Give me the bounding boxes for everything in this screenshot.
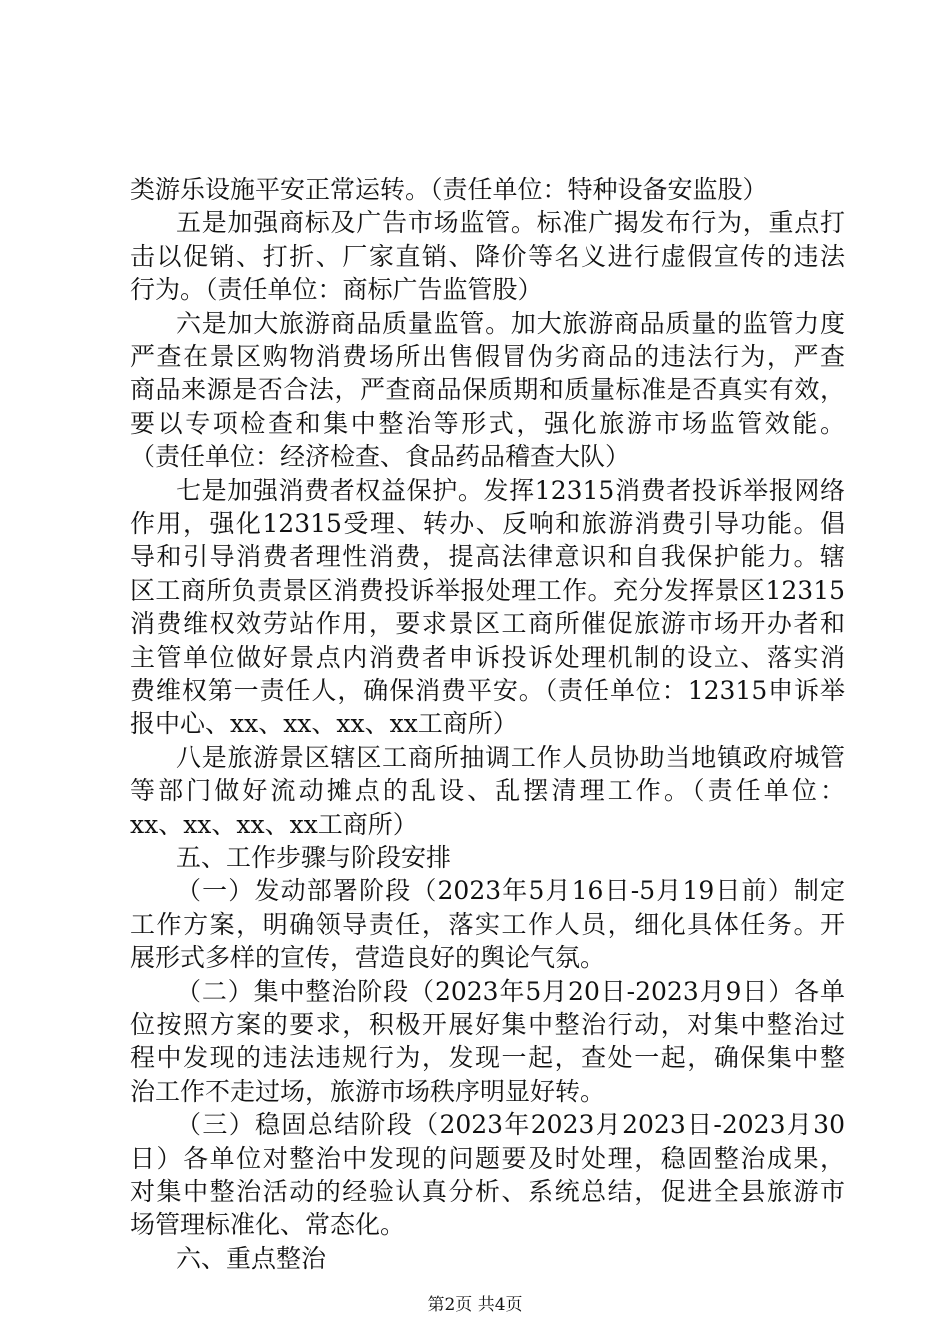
text-line: 日）各单位对整治中发现的问题要及时处理，稳固整治成果， [130,1143,845,1173]
text-line: 费维权第一责任人，确保消费平安。（责任单位：12315申诉举 [130,676,845,705]
text-line: 作用，强化12315受理、转办、反响和旅游消费引导功能。倡 [130,509,845,538]
text-line: 八是旅游景区辖区工商所抽调工作人员协助当地镇政府城管 [176,742,845,772]
text-line: （一）发动部署阶段（2023年5月16日-5月19日前）制定 [176,876,845,906]
text-line: 区工商所负责景区消费投诉举报处理工作。充分发挥景区12315 [130,575,845,605]
text-line: 展形式多样的宣传，营造良好的舆论气氛。 [130,943,606,973]
text-line: 程中发现的违法违规行为，发现一起，查处一起，确保集中整 [130,1043,845,1073]
text-line: 六、重点整治 [176,1243,327,1273]
text-line: 场管理标准化、常态化。 [130,1210,406,1240]
text-line: 商品来源是否合法，严查商品保质期和质量标准是否真实有效， [130,375,845,405]
text-line: 主管单位做好景点内消费者申诉投诉处理机制的设立、落实消 [130,642,845,672]
text-line: （三）稳固总结阶段（2023年2023月2023日-2023月30 [176,1110,845,1140]
text-line: 要以专项检查和集中整治等形式，强化旅游市场监管效能。 [130,408,845,438]
text-line: 位按照方案的要求，积极开展好集中整治行动，对集中整治过 [130,1010,845,1039]
text-line: （二）集中整治阶段（2023年5月20日-2023月9日）各单 [176,976,845,1006]
text-line: 治工作不走过场，旅游市场秩序明显好转。 [130,1076,606,1106]
text-line: 击以促销、打折、厂家直销、降价等名义进行虚假宣传的违法 [130,241,845,271]
text-line: 行为。（责任单位：商标广告监管股） [130,275,543,305]
text-line: 导和引导消费者理性消费，提高法律意识和自我保护能力。辖 [130,542,845,572]
text-line: 等部门做好流动摊点的乱设、乱摆清理工作。（责任单位： [130,776,845,806]
text-line: 五是加强商标及广告市场监管。标准广揭发布行为，重点打 [176,208,845,238]
text-line: 类游乐设施平安正常运转。（责任单位：特种设备安监股） [130,175,768,204]
text-line: 严查在景区购物消费场所出售假冒伪劣商品的违法行为，严查 [130,342,845,371]
text-line: 对集中整治活动的经验认真分析、系统总结，促进全县旅游市 [130,1177,845,1206]
text-line: xx、xx、xx、xx工商所） [130,809,418,839]
text-line: 报中心、xx、xx、xx、xx工商所） [130,709,518,739]
text-line: 消费维权效劳站作用，要求景区工商所催促旅游市场开办者和 [130,609,845,639]
text-line: （责任单位：经济检查、食品药品稽查大队） [130,442,631,472]
text-line: 工作方案，明确领导责任，落实工作人员，细化具体任务。开 [130,909,845,939]
text-line: 六是加大旅游商品质量监管。加大旅游商品质量的监管力度 [176,308,845,338]
page-footer: 第2页 共4页 [427,1295,523,1315]
text-line: 七是加强消费者权益保护。发挥12315消费者投诉举报网络 [176,475,845,505]
text-line: 五、工作步骤与阶段安排 [176,843,452,872]
